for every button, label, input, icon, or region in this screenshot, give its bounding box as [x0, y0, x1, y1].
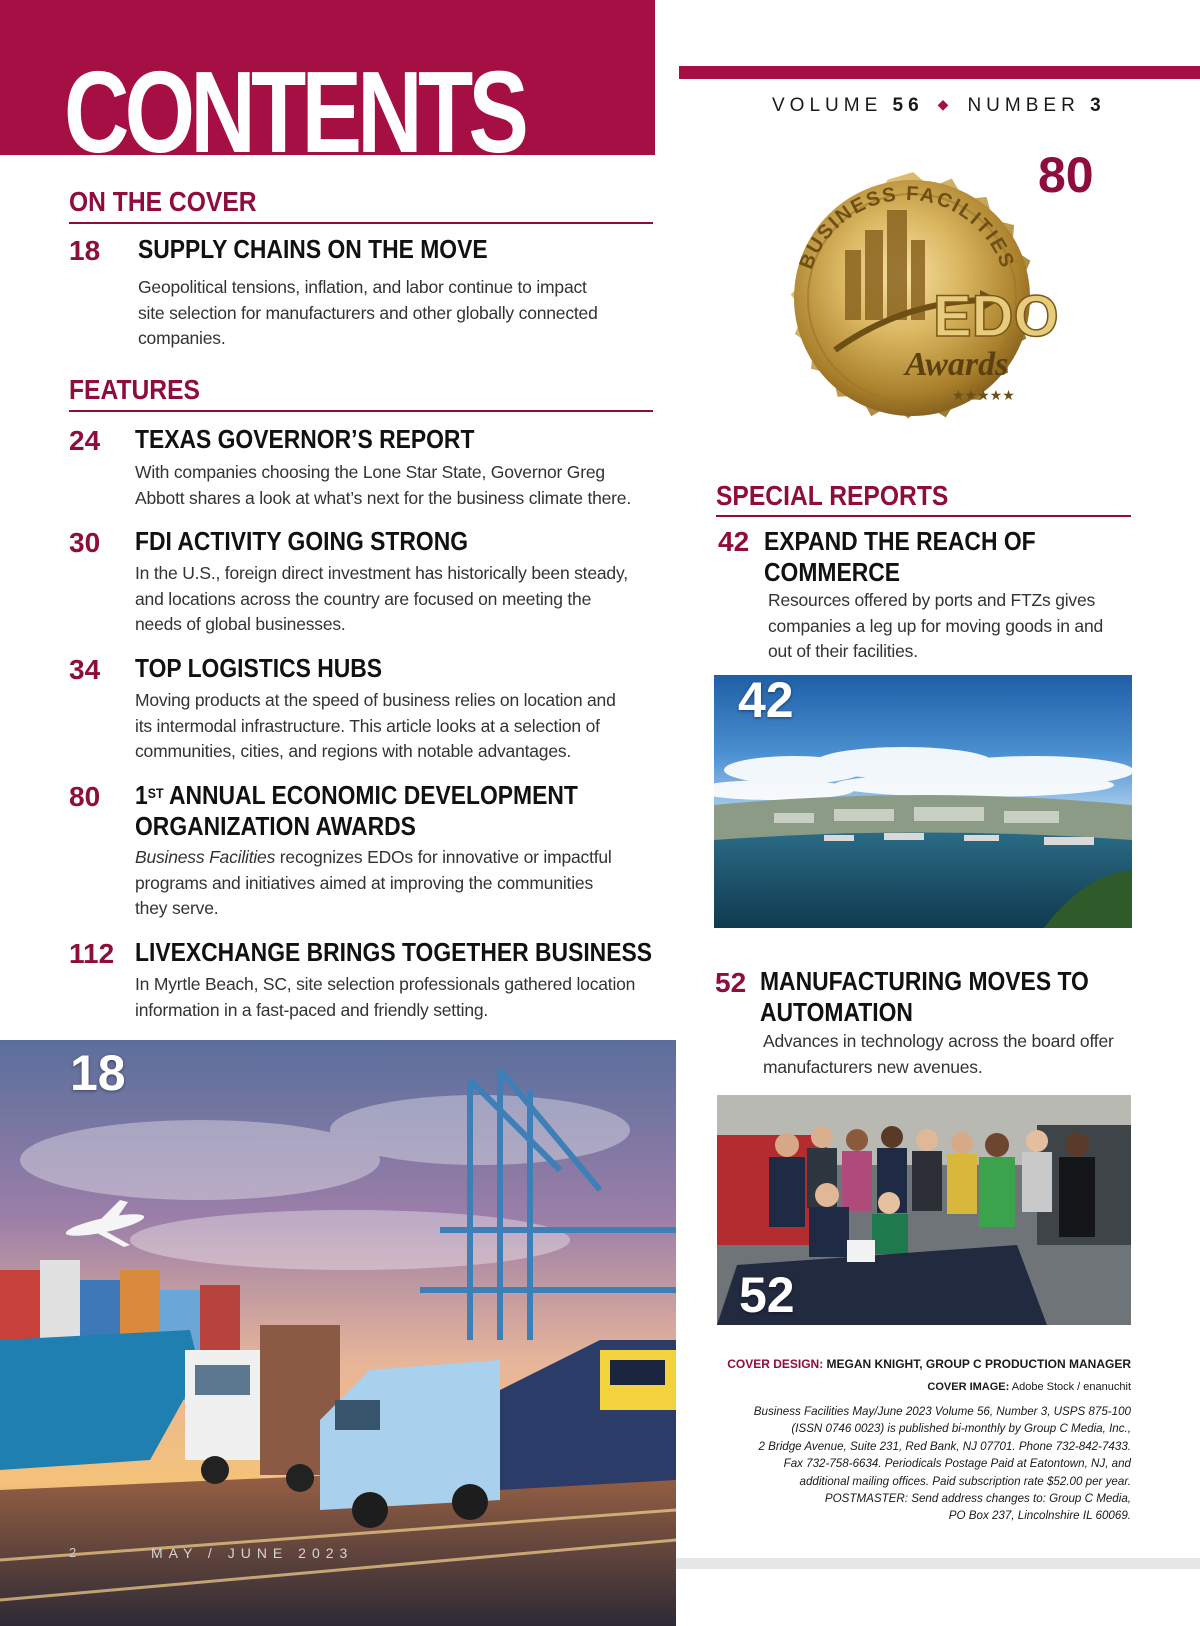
entry-title[interactable]: TEXAS GOVERNOR’S REPORT — [135, 424, 475, 454]
entry-title[interactable]: 1ST ANNUAL ECONOMIC DEVELOPMENT ORGANIZATION AWARDS — [135, 780, 578, 841]
entry-description: In the U.S., foreign direct investment has historically been steady, and locations across the country are focused on meeting the needs of global businesses. — [135, 563, 628, 634]
cover-collage-photo — [0, 1040, 676, 1626]
number-label: NUMBER — [967, 95, 1080, 116]
signing-ceremony-photo — [717, 1095, 1131, 1325]
publication-info: Business Facilities May/June 2023 Volume 56, Number 3, USPS 875-100 (ISSN 0746 0023) is published bi-monthly by Group C Media, Inc., 2 Bridge Avenue, Suite 231, Red Bank, NJ 07701. Phone 732-842-7433. Fax 732-758-6634. Periodicals Postage Paid at Eatontown, NJ, and additional mailing offices. Paid subscription rate $52.00 per year. POSTMASTER: Send address changes to: Group C Media, PO Box 237, Lincolnshire IL 60069. — [753, 1405, 1131, 1523]
photo-page-number: 42 — [738, 675, 794, 728]
entry-page-number: 34 — [69, 654, 101, 685]
entry-description: Advances in technology across the board offer manufacturers new avenues. — [763, 1031, 1114, 1077]
top-rule — [679, 66, 1200, 79]
section-rule — [69, 410, 653, 412]
contents-header-band — [0, 0, 655, 155]
footer-issue-date: MAY / JUNE 2023 — [151, 1545, 354, 1561]
badge-edo-text: EDO — [933, 284, 1059, 349]
entry-page-number: 52 — [715, 967, 747, 998]
entry-description: Geopolitical tensions, inflation, and labor continue to impact site selection for manufacturers and other globally connected companies. — [138, 277, 598, 348]
entry-description: Moving products at the speed of business relies on location and its intermodal infrastructure. This article looks at a selection of communities, cities, and regions with notable advantages. — [135, 690, 616, 761]
entry-page-number: 18 — [69, 235, 101, 266]
photo-page-number: 18 — [70, 1045, 126, 1101]
entry-page-number: 42 — [718, 526, 750, 557]
volume-number: 56 — [892, 95, 924, 116]
entry-page-number: 112 — [69, 938, 115, 969]
entry-page-number: 24 — [69, 425, 101, 456]
volume-label: VOLUME — [772, 95, 883, 116]
entry-description: Business Facilities recognizes EDOs for innovative or impactful programs and initiatives aimed at improving the communities they serve. — [135, 847, 612, 918]
entry-title[interactable]: TOP LOGISTICS HUBS — [135, 653, 383, 683]
badge-stars: ★★★★★ — [952, 388, 1015, 404]
entry-title[interactable]: EXPAND THE REACH OF COMMERCE — [764, 526, 1036, 587]
section-heading-features: FEATURES — [69, 374, 200, 405]
entry-page-number: 30 — [69, 527, 101, 558]
entry-title[interactable]: MANUFACTURING MOVES TO AUTOMATION — [760, 966, 1089, 1027]
section-heading-special-reports: SPECIAL REPORTS — [716, 480, 949, 511]
entry-description: With companies choosing the Lone Star State, Governor Greg Abbott shares a look at what’s next for the business climate there. — [135, 462, 631, 508]
diamond-icon: ◆ — [937, 96, 954, 112]
issue-number: 3 — [1090, 95, 1106, 116]
entry-description: In Myrtle Beach, SC, site selection professionals gathered location information in a fast-paced and friendly setting. — [135, 974, 636, 1020]
port-aerial-photo — [714, 675, 1132, 928]
volume-line — [772, 95, 1106, 117]
cover-design-credit: COVER DESIGN: MEGAN KNIGHT, GROUP C PRODUCTION MANAGER — [727, 1357, 1131, 1371]
photo-page-number: 52 — [739, 1267, 795, 1323]
footer-bar — [676, 1558, 1200, 1569]
badge-awards-text: Awards — [905, 346, 1009, 383]
badge-page-number: 80 — [1038, 147, 1094, 203]
page-number: 2 — [69, 1545, 79, 1560]
entry-title[interactable]: SUPPLY CHAINS ON THE MOVE — [138, 234, 488, 264]
entry-title[interactable]: FDI ACTIVITY GOING STRONG — [135, 526, 469, 556]
badge-arc-text: BUSINESS FACILITIES — [795, 182, 1019, 273]
section-heading-on-the-cover: ON THE COVER — [69, 186, 257, 217]
section-rule — [716, 515, 1131, 517]
entry-description: Resources offered by ports and FTZs gives companies a leg up for moving goods in and out of their facilities. — [768, 590, 1104, 661]
cover-image-credit: COVER IMAGE: Adobe Stock / enanuchit — [927, 1381, 1131, 1393]
entry-page-number: 80 — [69, 781, 101, 812]
entry-title[interactable]: LIVEXCHANGE BRINGS TOGETHER BUSINESS — [135, 937, 652, 967]
edo-awards-badge-icon — [755, 150, 1065, 450]
page-title: CONTENTS — [64, 47, 525, 155]
section-rule — [69, 222, 653, 224]
